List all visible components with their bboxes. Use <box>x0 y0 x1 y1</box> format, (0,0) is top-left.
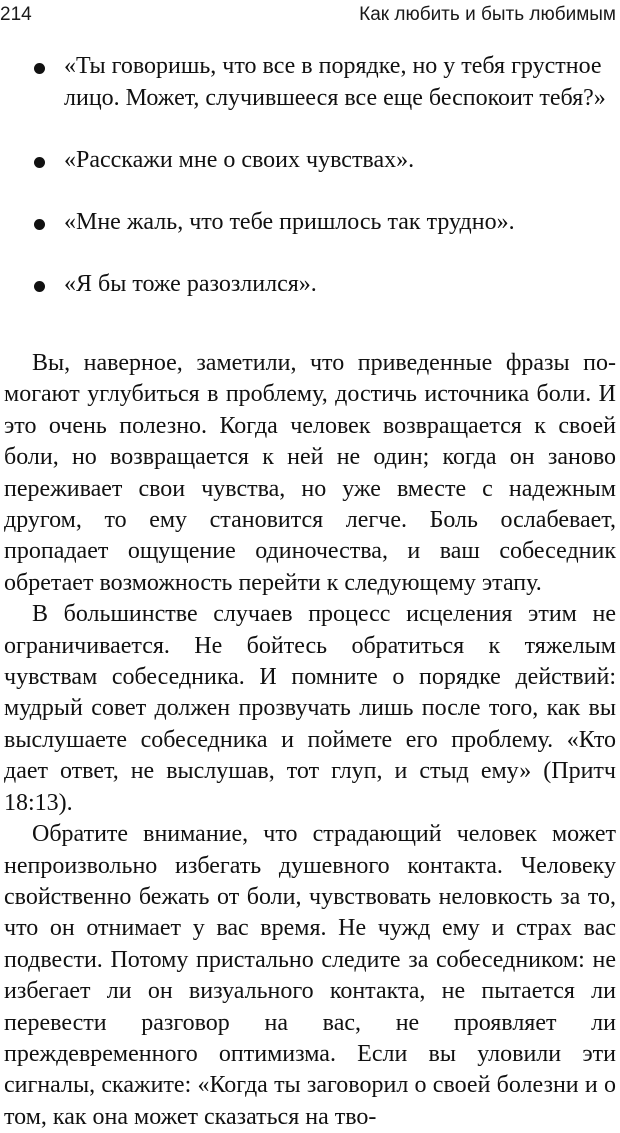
bullet-dot-icon <box>34 157 45 168</box>
bullet-text: «Мне жаль, что тебе пришлось так трудно». <box>64 209 515 235</box>
bullet-text: «Ты говоришь, что все в порядке, но у тебя грустное лицо. Может, случившееся все еще беспокоит тебя?» <box>64 53 606 111</box>
paragraph: Вы, наверное, заметили, что приведенные фразы помогают углубиться в проблему, достичь источника боли. И это очень полезно. Когда человек возвращается к своей боли, но возвращается к ней не один; когда он заново переживает свои чувства, но уже вместе с надежным другом, то ему становится легче. Боль ослабевает, пропадает ощущение одиночества, и ваш собеседник обретает возможность перейти к следующему этапу. <box>4 350 616 596</box>
bullet-dot-icon <box>34 63 45 74</box>
bullet-item <box>34 206 620 238</box>
bullet-dot-icon <box>34 281 45 292</box>
bullet-dot-icon <box>34 219 45 230</box>
bullet-item <box>34 50 620 114</box>
page-number: 214 <box>0 4 32 25</box>
bullet-text: «Я бы тоже разозлился». <box>64 271 317 297</box>
running-title: Как любить и быть любимым <box>359 4 616 25</box>
body-text <box>4 348 616 1133</box>
quote-bullet-list <box>34 50 620 330</box>
bullet-item <box>34 144 620 176</box>
page-header <box>0 0 620 36</box>
paragraph: Обратите внимание, что страдающий человек может непроизвольно избегать душевного контакта. Человеку свойственно бежать от боли, чувствовать неловкость за то, что он отнимает у вас время. Не чужд ему и страх вас подвести. Потому пристально следите за собеседником: не избегает ли он визуального контакта, не пытается ли перевести разговор на вас, не проявляет ли преждевременного оптимизма. Если вы уловили эти сигналы, скажите: «Когда ты заговорил о своей болезни и о том, как она может сказаться на тво- <box>4 821 616 1130</box>
paragraph: В большинстве случаев процесс исцеления этим не ограничивается. Не бойтесь обратиться к тяжелым чувствам собеседника. И помните о порядке действий: мудрый совет должен прозвучать лишь после того, как вы выслушаете собеседника и поймете его проблему. «Кто дает ответ, не выслушав, тот глуп, и стыд ему» (Притч 18:13). <box>4 601 616 816</box>
bullet-item <box>34 268 620 300</box>
bullet-text: «Расскажи мне о своих чувствах». <box>64 147 415 173</box>
